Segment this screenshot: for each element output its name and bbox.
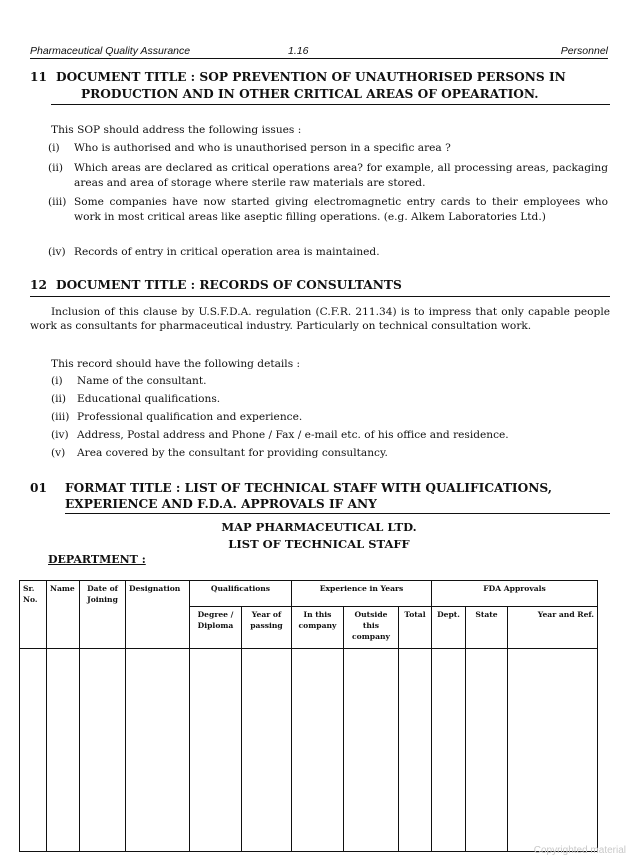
watermark: Copyrighted material bbox=[533, 845, 626, 856]
header-date-of-joining: Date of Joining bbox=[80, 581, 126, 649]
header-in-this-company: In this company bbox=[292, 607, 344, 649]
header-year-and-ref: Year and Ref. bbox=[508, 607, 598, 649]
section-11-item-3: (iii) Some companies have now started giving electromagnetic entry cards to their employees who work in most critical areas like aseptic filling operations. (e.g. Alkem Laboratories Ltd.) bbox=[48, 196, 608, 223]
section-12-item-5: (v) Area covered by the consultant for providing consultancy. bbox=[51, 447, 388, 459]
section-12-item-2: (ii) Educational qualifications. bbox=[51, 393, 221, 405]
section-12-number: 12 bbox=[30, 278, 47, 292]
header-total: Total bbox=[399, 607, 432, 649]
technical-staff-table bbox=[19, 580, 598, 852]
section-12-paragraph: Inclusion of this clause by U.S.F.D.A. regulation (C.F.R. 211.34) is to impress that only capable people work as consultants for pharmaceutical industry. Particularly on technical consultation work. bbox=[30, 306, 610, 332]
section-11-item-2: (ii) Which areas are declared as critical operations area? for example, all processing areas, packaging areas and area of storage where sterile raw materials are stored. bbox=[48, 162, 608, 189]
format-01-title-line2: EXPERIENCE AND F.D.A. APPROVALS IF ANY bbox=[65, 497, 377, 511]
header-fda-approvals: FDA Approvals bbox=[432, 581, 598, 607]
header-sr-no: Sr. No. bbox=[20, 581, 47, 649]
section-12-title-text: DOCUMENT TITLE : RECORDS OF CONSULTANTS bbox=[56, 278, 402, 292]
header-name: Name bbox=[47, 581, 80, 649]
format-01-title-line1: FORMAT TITLE : LIST OF TECHNICAL STAFF WITH QUALIFICATIONS, bbox=[65, 481, 552, 495]
section-11-rule bbox=[51, 104, 610, 105]
section-11-item-1: (i) Who is authorised and who is unauthorised person in a specific area ? bbox=[48, 142, 451, 154]
section-12-item-4: (iv) Address, Postal address and Phone / Fax / e-mail etc. of his office and residence. bbox=[51, 429, 509, 441]
header-rule bbox=[30, 58, 608, 59]
chapter-name: Personnel bbox=[560, 45, 608, 57]
company-name: MAP PHARMACEUTICAL LTD. bbox=[221, 520, 417, 534]
section-11-title-line1: DOCUMENT TITLE : SOP PREVENTION OF UNAUTHORISED PERSONS IN bbox=[56, 70, 566, 84]
section-11-item-4: (iv) Records of entry in critical operation area is maintained. bbox=[48, 246, 380, 258]
header-outside-this-company: Outside this company bbox=[344, 607, 399, 649]
section-12-item-3: (iii) Professional qualification and experience. bbox=[51, 411, 303, 423]
section-11-intro: This SOP should address the following issues : bbox=[51, 124, 302, 136]
section-12-item-1: (i) Name of the consultant. bbox=[51, 375, 207, 387]
header-qualifications: Qualifications bbox=[190, 581, 292, 607]
header-year-of-passing: Year of passing bbox=[242, 607, 292, 649]
header-state: State bbox=[466, 607, 508, 649]
section-12-intro: This record should have the following details : bbox=[51, 358, 301, 370]
header-degree-diploma: Degree / Diploma bbox=[190, 607, 242, 649]
section-11-number: 11 bbox=[30, 70, 47, 84]
format-01-number: 01 bbox=[30, 481, 47, 495]
book-title: Pharmaceutical Quality Assurance bbox=[30, 45, 191, 57]
list-title: LIST OF TECHNICAL STAFF bbox=[228, 537, 410, 551]
running-header bbox=[30, 41, 608, 57]
header-dept: Dept. bbox=[432, 607, 466, 649]
header-designation: Designation bbox=[126, 581, 190, 649]
format-01-rule bbox=[65, 513, 610, 514]
page-number: 1.16 bbox=[288, 45, 309, 57]
header-experience: Experience in Years bbox=[292, 581, 432, 607]
section-12-rule bbox=[30, 296, 610, 297]
section-11-title-line2: PRODUCTION AND IN OTHER CRITICAL AREAS OF OPEARATION. bbox=[81, 87, 539, 101]
department-label: DEPARTMENT : bbox=[48, 553, 146, 566]
table-row bbox=[20, 649, 598, 852]
